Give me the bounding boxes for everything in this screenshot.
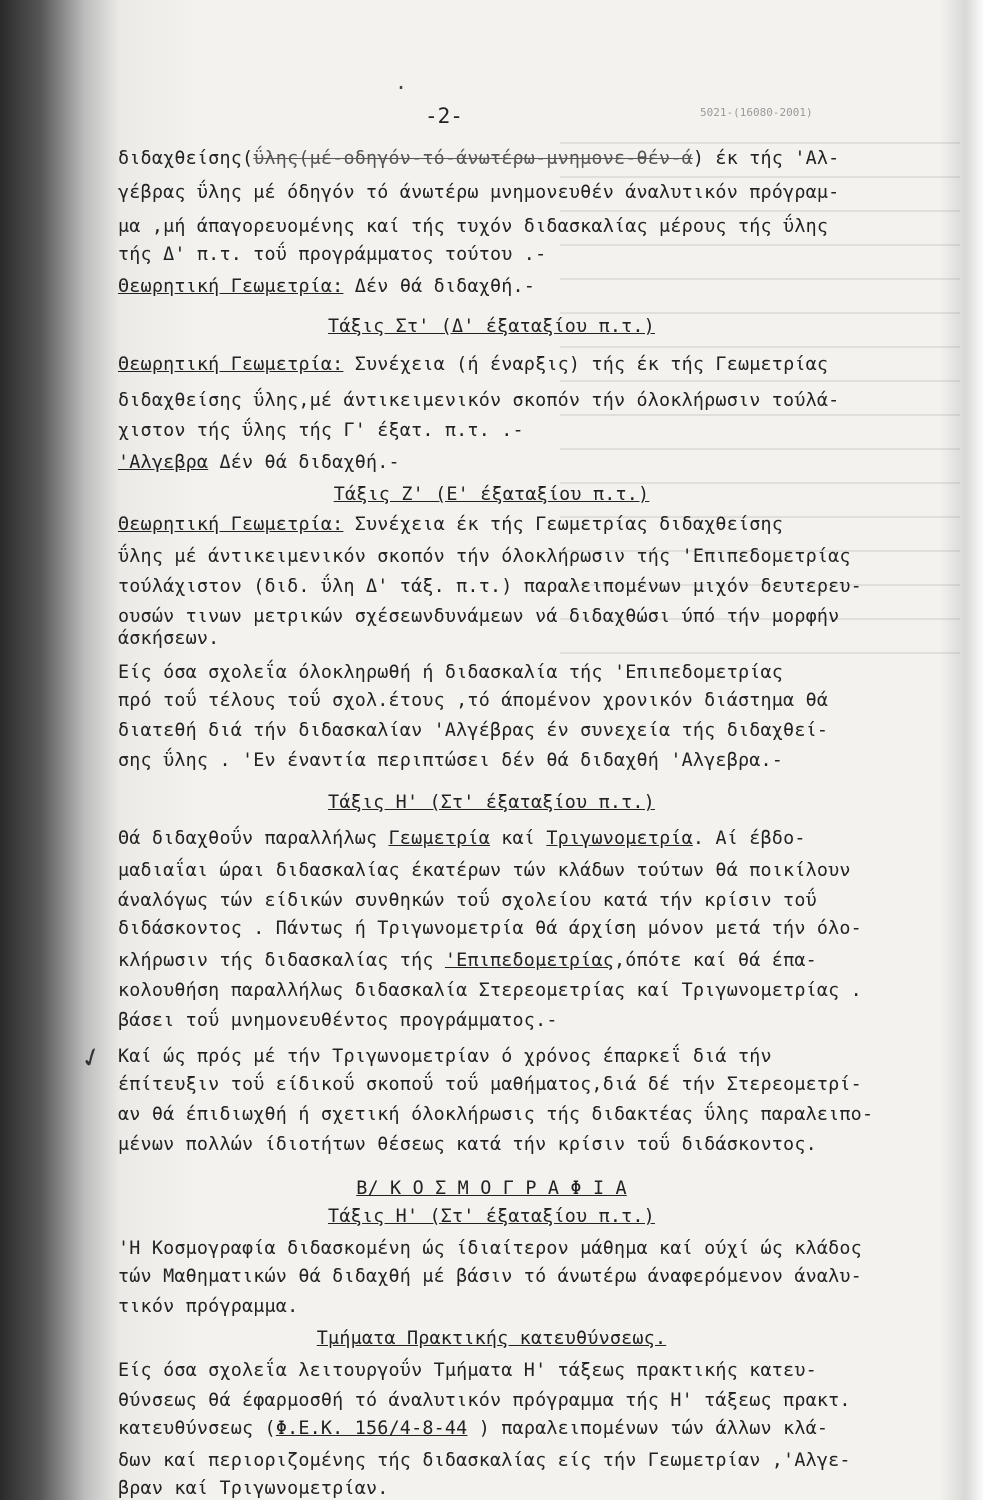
- text-line: [118, 920, 862, 938]
- text-segment: Συνέχεια έκ τής Γεωμετρίας διδαχθείσης: [343, 514, 784, 535]
- text-line: [0, 1208, 983, 1226]
- text-line: [118, 454, 400, 472]
- text-segment: διατεθή διά τήν διδασκαλίαν 'Αλγέβρας έν συνεχεία τής διδαχθεί-: [118, 720, 829, 741]
- text-segment: τής Δ' π.τ. τοΰ προγράμματος τούτου .-: [118, 244, 547, 265]
- underlined-text: Τάξις Η' (Στ' έξαταξίου π.τ.): [328, 792, 655, 813]
- text-line: [118, 578, 862, 596]
- text-segment: Δέν θά διδαχθή.-: [343, 276, 536, 297]
- text-line: [118, 548, 851, 566]
- text-segment: ΰλης μέ άντικειμενικόν σκοπόν τήν όλοκλήρωσιν τής 'Επιπεδομετρίας: [118, 546, 851, 567]
- text-segment: ) παραλειπομένων τών άλλων κλά-: [467, 1418, 829, 1439]
- text-segment: . Αί έβδο-: [692, 828, 806, 849]
- text-line: [118, 422, 524, 440]
- text-line: [118, 982, 862, 1000]
- text-line: [0, 486, 983, 504]
- text-segment: άναλόγως τών είδικών συνθηκών τοΰ σχολείου κατά τήν κρίσιν τοΰ: [118, 890, 817, 911]
- text-segment: έπίτευξιν τοΰ είδικοΰ σκοποΰ τοΰ μαθήματος,διά δέ τήν Στερεομετρί-: [118, 1074, 862, 1095]
- text-segment: πρό τοΰ τέλους τοΰ σχολ.έτους ,τό άπομένον χρονικόν διάστημα θά: [118, 690, 829, 711]
- text-line: [118, 1480, 389, 1498]
- text-segment: δων καί περιοριζομένης τής διδασκαλίας είς τήν Γεωμετρίαν ,'Αλγε-: [118, 1450, 851, 1471]
- text-line: [118, 392, 839, 410]
- text-line: [0, 1330, 983, 1348]
- text-line: [0, 794, 983, 812]
- text-line: [118, 630, 219, 648]
- underlined-text: Θεωρητική Γεωμετρία:: [118, 514, 344, 535]
- text-line: [118, 218, 828, 236]
- text-segment: τούλάχιστον (διδ. ΰλη Δ' τάξ. π.τ.) παραλειπομένων μιχόν δευτερευ-: [118, 576, 862, 597]
- page-number: -2-: [425, 104, 463, 128]
- reference-mark: 5021-(16080-2001): [700, 106, 813, 119]
- text-line: [118, 278, 535, 296]
- check-mark-icon: ✓: [76, 1037, 106, 1078]
- text-line: [118, 150, 839, 168]
- struck-text: ΰλης(μέ-οδηγόν-τό-άνωτέρω-μνημονε-θέν-ά: [253, 148, 693, 169]
- text-line: [118, 516, 783, 534]
- text-segment: 'Η Κοσμογραφία διδασκομένη ώς ίδιαίτερον μάθημα καί ούχί ώς κλάδος: [118, 1238, 862, 1259]
- text-line: [118, 862, 851, 880]
- text-segment: τών Μαθηματικών θά διδαχθή μέ βάσιν τό άνωτέρω άναφερόμενον άναλυ-: [118, 1266, 862, 1287]
- text-line: [118, 892, 817, 910]
- underlined-text: Β/ Κ Ο Σ Μ Ο Γ Ρ Α Φ Ι Α: [356, 1178, 627, 1199]
- text-segment: μαδιαΐαι ώραι διδασκαλίας έκατέρων τών κλάδων τούτων θά ποικίλουν: [118, 860, 851, 881]
- text-segment: ουσών τινων μετρικών σχέσεωνδυνάμεων νά διδαχθώσι ύπό τήν μορφήν: [118, 606, 840, 627]
- text-segment: διδαχθείσης ΰλης,μέ άντικειμενικόν σκοπόν τήν όλοκλήρωσιν τούλά-: [118, 390, 840, 411]
- text-line: [118, 1420, 828, 1438]
- text-segment: ,όπότε καί θά έπα-: [614, 950, 817, 971]
- text-segment: μα ,μή άπαγορευομένης καί τής τυχόν διδασκαλίας μέρους τής ΰλης: [118, 216, 829, 237]
- underlined-text: Τριγωνομετρία: [546, 828, 693, 849]
- text-segment: άσκήσεων.: [118, 628, 220, 649]
- text-line: [118, 1392, 851, 1410]
- text-line: [118, 1076, 862, 1094]
- text-line: [118, 184, 839, 202]
- text-line: [118, 1048, 772, 1066]
- text-line: [118, 1362, 817, 1380]
- text-segment: βάσει τοΰ μνημονευθέντος προγράμματος.-: [118, 1010, 558, 1031]
- underlined-text: Φ.Ε.Κ. 156/4-8-44: [275, 1418, 468, 1439]
- underlined-text: Γεωμετρία: [388, 828, 490, 849]
- underlined-text: Τάξις Η' (Στ' έξαταξίου π.τ.): [328, 1206, 655, 1227]
- text-segment: διδάσκοντος . Πάντως ή Τριγωνομετρία θά άρχίση μόνον μετά τήν όλο-: [118, 918, 862, 939]
- text-line: [118, 952, 817, 970]
- text-line: [118, 664, 783, 682]
- text-line: [118, 752, 783, 770]
- text-segment: Συνέχεια (ή έναρξις) τής έκ τής Γεωμετρίας: [343, 354, 829, 375]
- underlined-text: Τμήματα Πρακτικής κατευθύνσεως.: [316, 1328, 667, 1349]
- text-segment: ) έκ τής 'Αλ-: [692, 148, 840, 169]
- text-segment: διδαχθείσης(: [118, 148, 254, 169]
- text-segment: Είς όσα σχολεΐα όλοκληρωθή ή διδασκαλία τής 'Επιπεδομετρίας: [118, 662, 784, 683]
- text-segment: σης ΰλης . 'Εν έναντία περιπτώσει δέν θά διδαχθή 'Αλγεβρα.-: [118, 750, 784, 771]
- text-line: [118, 1240, 862, 1258]
- text-segment: κατευθύνσεως (: [118, 1418, 276, 1439]
- underlined-text: 'Αλγεβρα: [118, 452, 209, 473]
- text-line: [118, 722, 828, 740]
- text-segment: καί: [489, 828, 547, 849]
- text-segment: χιστον τής ΰλης τής Γ' έξατ. π.τ. .-: [118, 420, 524, 441]
- underlined-text: Θεωρητική Γεωμετρία:: [118, 276, 344, 297]
- text-line: [118, 692, 828, 710]
- text-segment: μένων πολλών ίδιοτήτων θέσεως κατά τήν κρίσιν τοΰ διδάσκοντος.: [118, 1134, 817, 1155]
- text-segment: Καί ώς πρός μέ τήν Τριγωνομετρίαν ό χρόνος έπαρκεΐ διά τήν: [118, 1046, 772, 1067]
- text-segment: αν θά έπιδιωχθή ή σχετική όλοκλήρωσις τής διδακτέας ΰλης παραλειπο-: [118, 1104, 874, 1125]
- text-line: [118, 1268, 862, 1286]
- text-line: [118, 246, 546, 264]
- text-segment: Είς όσα σχολεΐα λειτουργοΰν Τμήματα Η' τάξεως πρακτικής κατευ-: [118, 1360, 817, 1381]
- text-line: [118, 1136, 817, 1154]
- text-line: [0, 318, 983, 336]
- text-segment: Δέν θά διδαχθή.-: [208, 452, 400, 473]
- text-segment: βραν καί Τριγωνομετρίαν.: [118, 1478, 389, 1499]
- text-segment: κολουθήση παραλλήλως διδασκαλία Στερεομετρίας καί Τριγωνομετρίας .: [118, 980, 862, 1001]
- text-line: [118, 1452, 851, 1470]
- text-segment: τικόν πρόγραμμα.: [118, 1296, 299, 1317]
- text-segment: γέβρας ΰλης μέ όδηγόν τό άνωτέρω μνημονευθέν άναλυτικόν πρόγραμ-: [118, 182, 840, 203]
- text-line: [118, 356, 828, 374]
- underlined-text: 'Επιπεδομετρίας: [444, 950, 614, 971]
- underlined-text: Θεωρητική Γεωμετρία:: [118, 354, 344, 375]
- text-line: [118, 1012, 558, 1030]
- text-line: [118, 830, 806, 848]
- stray-mark: .: [395, 70, 408, 94]
- text-segment: Θά διδαχθοΰν παραλλήλως: [118, 828, 389, 849]
- text-segment: θύνσεως θά έφαρμοσθή τό άναλυτικόν πρόγραμμα τής Η' τάξεως πρακτ.: [118, 1390, 851, 1411]
- text-line: [118, 608, 839, 626]
- underlined-text: Τάξις Ζ' (Ε' έξαταξίου π.τ.): [333, 484, 650, 505]
- text-line: [0, 1180, 983, 1198]
- text-segment: κλήρωσιν τής διδασκαλίας τής: [118, 950, 445, 971]
- text-line: [118, 1298, 298, 1316]
- underlined-text: Τάξις Στ' (Δ' έξαταξίου π.τ.): [328, 316, 655, 337]
- text-line: [118, 1106, 873, 1124]
